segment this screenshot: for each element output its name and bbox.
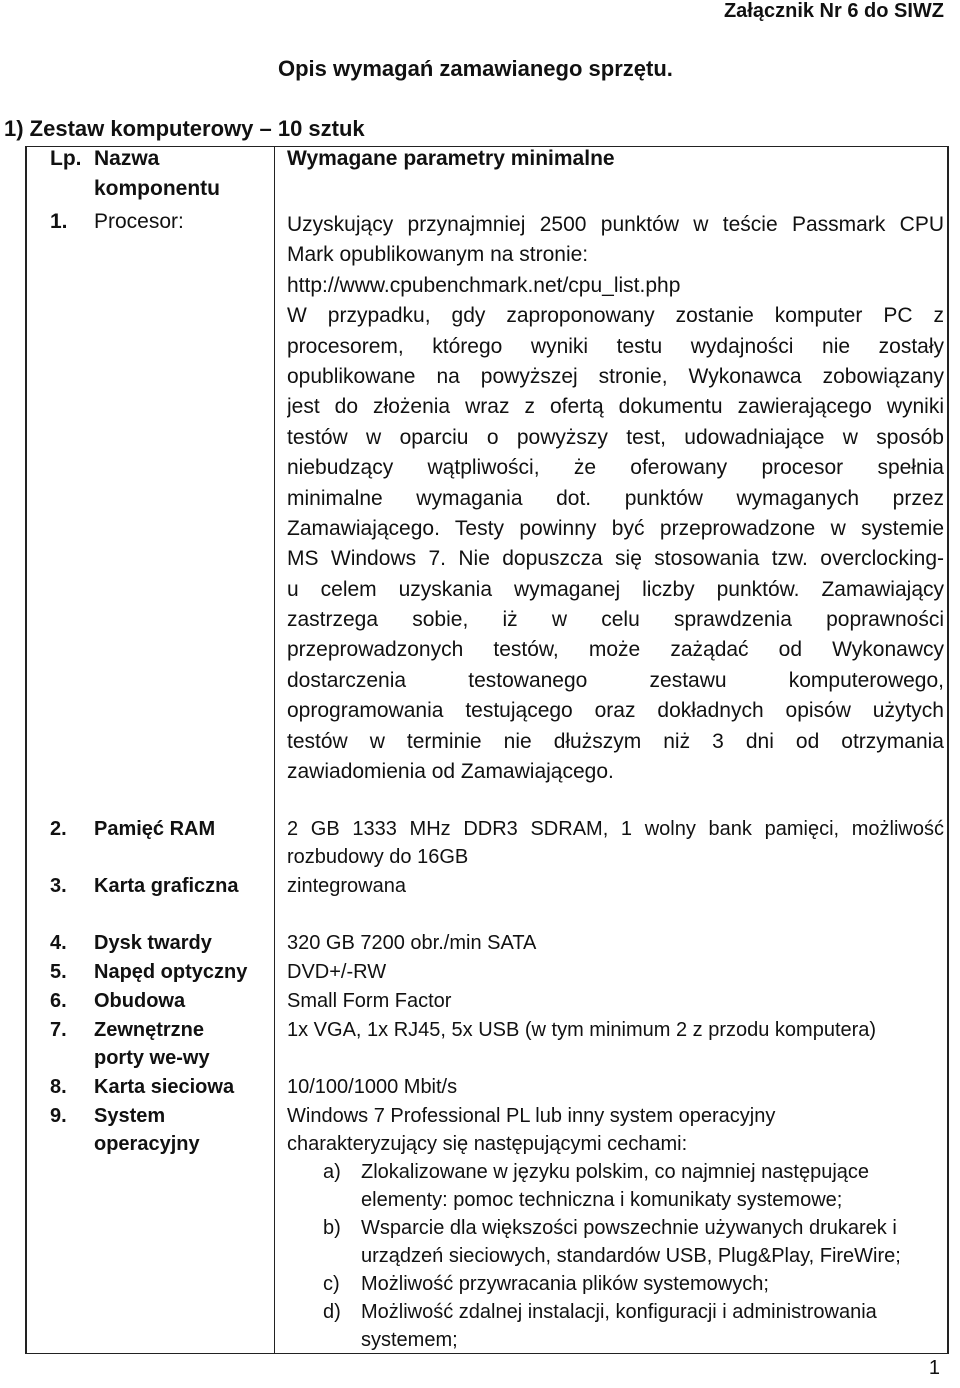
row-number: 4.: [50, 932, 67, 954]
row-number: 5.: [50, 961, 67, 983]
component-name: Zewnętrzne: [94, 1019, 205, 1041]
table-right-border: [947, 146, 949, 1354]
text-line: zastrzega sobie, iż w celu sprawdzenia poprawności: [287, 608, 944, 632]
text-line: Uzyskujący przynajmniej 2500 punktów w teście Passmark CPU: [287, 213, 944, 236]
row-number: 9.: [50, 1105, 67, 1127]
text-line: W przypadku, gdy zaproponowany zostanie komputer PC z: [287, 304, 944, 328]
text-line: jest do złożenia wraz z ofertą dokumentu zawierającego wyniki: [287, 395, 944, 419]
list-item-text: Wsparcie dla większości powszechnie używanych drukarek i: [361, 1217, 897, 1239]
text-line: Mark opublikowanym na stronie:: [287, 243, 589, 267]
component-value: Small Form Factor: [287, 990, 452, 1012]
list-item-text-line2: systemem;: [361, 1329, 458, 1351]
row-number: 1.: [50, 210, 68, 233]
text-line: u celem uzyskania wymaganej liczby punktów. Zamawiający: [287, 577, 944, 601]
component-name-line2: operacyjny: [94, 1133, 200, 1155]
list-item-text: Zlokalizowane w języku polskim, co najmniej następujące: [361, 1161, 870, 1183]
component-value: 1x VGA, 1x RJ45, 5x USB (w tym minimum 2 z przodu komputera): [287, 1019, 877, 1041]
component-value: zintegrowana: [287, 875, 406, 897]
text-line: oprogramowania testującego oraz dokładnych opisów użytych: [287, 699, 944, 723]
row-number: 6.: [50, 990, 67, 1012]
list-item-text-line2: elementy: pomoc techniczna i komunikaty systemowe;: [361, 1189, 843, 1211]
text-line: niebudzący wątpliwości, że oferowany procesor spełnia: [287, 456, 944, 480]
component-value: 2 GB 1333 MHz DDR3 SDRAM, 1 wolny bank pamięci, możliwość: [287, 818, 944, 840]
set-title: 1) Zestaw komputerowy – 10 sztuk: [4, 116, 365, 141]
text-line: opublikowane na powyższej stronie, Wykonawca zobowiązany: [287, 364, 944, 388]
component-name: Dysk twardy: [94, 932, 212, 954]
component-value: 10/100/1000 Mbit/s: [287, 1076, 458, 1098]
text-line: przeprowadzonych testów, może zażądać od Wykonawcy: [287, 638, 944, 662]
document-title: Opis wymagań zamawianego sprzętu.: [278, 56, 673, 81]
list-label: d): [323, 1301, 341, 1323]
list-item-text: Możliwość przywracania plików systemowych;: [361, 1273, 769, 1295]
component-value: 320 GB 7200 obr./min SATA: [287, 932, 537, 954]
text-line: MS Windows 7. Nie dopuszcza się stosowania tzw. overclocking-: [287, 547, 944, 571]
text-line: minimalne wymagania dot. punktów wymaganych przez: [287, 486, 944, 510]
processor-requirements: [287, 210, 944, 787]
list-label: c): [323, 1273, 340, 1295]
component-name: Obudowa: [94, 990, 186, 1012]
text-line: testów w oparciu o powyższy test, udowadniające w sposób: [287, 425, 944, 449]
text-line: procesorem, którego wyniki testu wydajności nie zostały: [287, 334, 944, 358]
attachment-label: Załącznik Nr 6 do SIWZ: [723, 0, 944, 22]
component-name: Karta sieciowa: [94, 1076, 235, 1098]
list-item-text: Możliwość zdalnej instalacji, konfiguracji i administrowania: [361, 1301, 877, 1323]
column-header-params: Wymagane parametry minimalne: [287, 147, 615, 170]
component-name: Pamięć RAM: [94, 818, 216, 840]
row-number: 8.: [50, 1076, 67, 1098]
component-value-line2: rozbudowy do 16GB: [287, 846, 469, 868]
table-left-border: [25, 146, 27, 1354]
column-header-name: Nazwa: [94, 147, 160, 170]
column-header-lp: Lp.: [50, 147, 82, 170]
text-line: http://www.cpubenchmark.net/cpu_list.php: [287, 273, 681, 297]
text-line: dostarczenia testowanego zestawu komputerowego,: [287, 668, 944, 692]
component-name: Napęd optyczny: [94, 961, 248, 983]
component-value: DVD+/-RW: [287, 961, 387, 983]
component-name: Procesor:: [94, 210, 184, 233]
row-number: 2.: [50, 818, 67, 840]
table-column-divider: [274, 146, 275, 1354]
row-number: 3.: [50, 875, 67, 897]
component-name: System: [94, 1105, 166, 1127]
text-line: zawiadomienia od Zamawiającego.: [287, 760, 614, 784]
list-item-text-line2: urządzeń sieciowych, standardów USB, Plug&Play, FireWire;: [361, 1245, 901, 1267]
page-number: 1: [928, 1357, 940, 1379]
column-header-name-line2: komponentu: [94, 177, 220, 200]
list-label: b): [323, 1217, 341, 1239]
component-name: Karta graficzna: [94, 875, 239, 897]
text-line: testów w terminie nie dłuższym niż 3 dni od otrzymania: [287, 729, 944, 753]
component-name-line2: porty we-wy: [94, 1047, 210, 1069]
table-bottom-border: [25, 1353, 949, 1354]
component-value-line2: charakteryzujący się następującymi cechami:: [287, 1133, 688, 1155]
list-label: a): [323, 1161, 341, 1183]
text-line: Zamawiającego. Testy powinny być przeprowadzone w systemie: [287, 516, 944, 540]
row-number: 7.: [50, 1019, 67, 1041]
component-value: Windows 7 Professional PL lub inny system operacyjny: [287, 1105, 776, 1127]
